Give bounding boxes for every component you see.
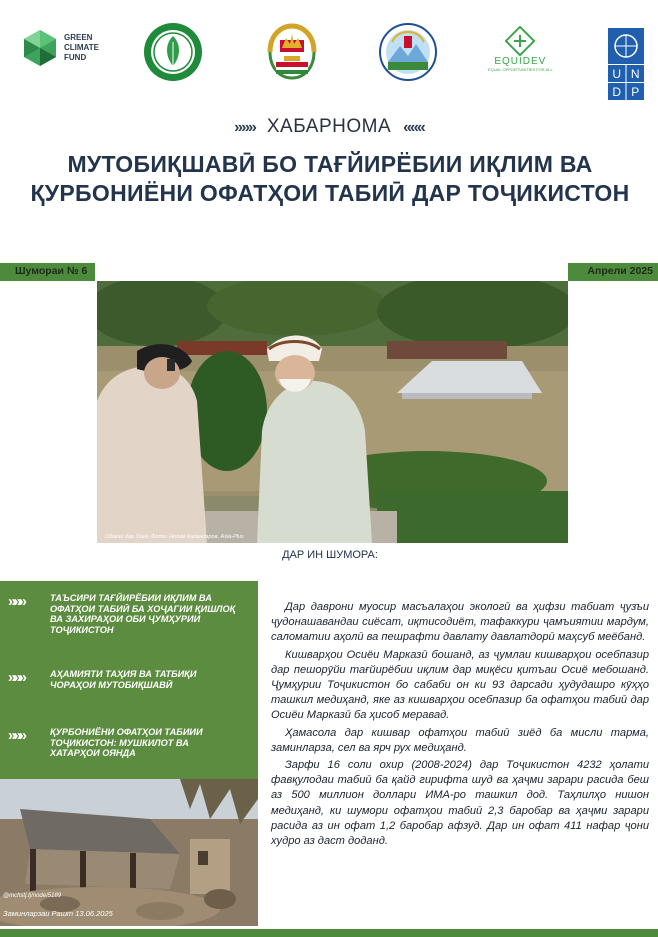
article-body (271, 600, 649, 851)
tajikistan-emblem (262, 22, 322, 84)
body-paragraph: Дар даврони муосир масъалаҳои экологӣ ва ҳифзи табиат ҷузъи ҷудонашавандаи сиёсат, иқтисодиёт, тафаккури ҷамъиятии мардум, саломатии аҳолӣ ва пешрафти давлату давлатдорӣ маҳсуб меёбанд. (271, 601, 649, 644)
chevrons-right-icon: ««« (403, 119, 424, 136)
page-title: МУТОБИҚШАВӢ БО ТАҒЙИРЁБИИ ИҚЛИМ ВА ҚУРБОНИЁНИ ОФАТҲОИ ТАБИӢ ДАР ТОҶИКИСТОН (30, 151, 630, 206)
equidev-diamond-icon (505, 26, 535, 56)
toc-item-label: ТАЪСИРИ ТАҒЙИРЁБИИ ИҚЛИМ ВА ОФАТҲОИ ТАБИӢ БА ХОҶАГИИ ҚИШЛОҚ ВА ЗАХИРАҲОИ ОБИ ҶУМҲУРИИ ТОҶИКИСТОН (50, 593, 236, 635)
logo-row (0, 22, 658, 102)
flood-photo (97, 281, 568, 543)
equidev-wordmark: EQUIDEV (494, 56, 547, 67)
earthquake-photo (0, 779, 258, 926)
environment-committee-seal (143, 22, 203, 82)
gcf-wordmark: GREEN CLIMATE FUND (64, 33, 99, 62)
earthquake-photo-caption: Заминларзаи Рашт 13.06.2025 (3, 909, 113, 918)
body-paragraph: Кишварҳои Осиёи Марказӣ бошанд, аз ҷумлаи кишварҳои осебпазир дар пешорӯйи тағйирёбии иқлим дар миқёси қитъаи Осиё мебошанд. Ҷумҳурии Тоҷикистон бо сабаби он ки 93 дарсади ҳудудашро кӯҳҳо ташкил медиҳанд, яке аз кишварҳои осебпазир ба офатҳои табиӣ дар Осиёи Марказӣ ба ҳисоб меравад. (271, 648, 649, 722)
toc-item[interactable] (8, 727, 240, 759)
body-paragraph: Зарфи 16 соли охир (2008-2024) дар Тоҷикистон 4232 ҳолати фавқулодаи табиӣ ба қайд гирифта шуд ва ҳаҷми зарари расида беш аз 500 миллион доллари ИМА-ро ташкил дод. Таҳлилҳо нишон медиҳанд, ки шумори офатҳои табиӣ 2,3 баробар ва ҳаҷми зарари расида аз ин офат 1,2 баробар афзуд. Дар ин офат 411 нафар ҷони худро аз даст доданд. (271, 759, 649, 848)
toc-arrows-icon: »»» (8, 669, 25, 686)
footer-bar (0, 929, 658, 937)
in-this-issue-heading: ДАР ИН ШУМОРА: (282, 549, 378, 561)
state-emblem-icon (262, 22, 322, 84)
toc-arrows-icon: »»» (8, 593, 25, 610)
regional-emblem (378, 22, 438, 82)
flood-photo-illustration (97, 281, 568, 543)
kicker-label: ХАБАРНОМА (266, 116, 392, 137)
undp-letter-p: P (631, 85, 640, 99)
undp-emblem-icon (608, 28, 644, 100)
undp-letter-u: U (612, 67, 622, 81)
regional-emblem-icon (378, 22, 438, 82)
undp-letter-d: D (612, 85, 622, 99)
toc-item[interactable] (8, 593, 240, 635)
toc-arrows-icon: »»» (8, 727, 25, 744)
newsletter-kicker (0, 116, 658, 138)
gcf-logo (20, 28, 99, 68)
photo-caption: Обхезӣ дар Ухей. Фото: Нозим Каландаров, Asia-Plus (105, 534, 244, 540)
undp-letter-n: N (630, 67, 640, 81)
environment-seal-icon (143, 22, 203, 82)
gcf-globe-icon (20, 28, 60, 68)
equidev-tagline: EQUAL OPPORTUNITIES FOR ALL (488, 67, 553, 72)
table-of-contents (0, 581, 258, 779)
issue-number: Шумораи № 6 (15, 265, 88, 277)
equidev-logo (488, 26, 553, 72)
undp-logo (608, 28, 644, 100)
issue-date: Апрели 2025 (587, 265, 653, 277)
earthquake-photo-source-link[interactable]: @mchstj.tj/node/5189 (3, 893, 62, 899)
toc-item-label: АҲАМИЯТИ ТАҲИЯ ВА ТАТБИҚИ ЧОРАҲОИ МУТОБИҚШАВӢ (50, 669, 197, 690)
chevrons-left-icon: »»» (234, 119, 255, 136)
body-paragraph: Ҳамасола дар кишвар офатҳои табиӣ зиёд ба мисли тарма, заминларза, сел ва ярч рух медиҳанд. (271, 726, 649, 754)
toc-item-label: ҚУРБОНИЁНИ ОФАТҲОИ ТАБИИИ ТОҶИКИСТОН: МУШКИЛОТ ВА ХАТАРҲОИ ОЯНДА (50, 727, 203, 758)
earthquake-photo-illustration (0, 779, 258, 926)
toc-item[interactable] (8, 669, 240, 690)
